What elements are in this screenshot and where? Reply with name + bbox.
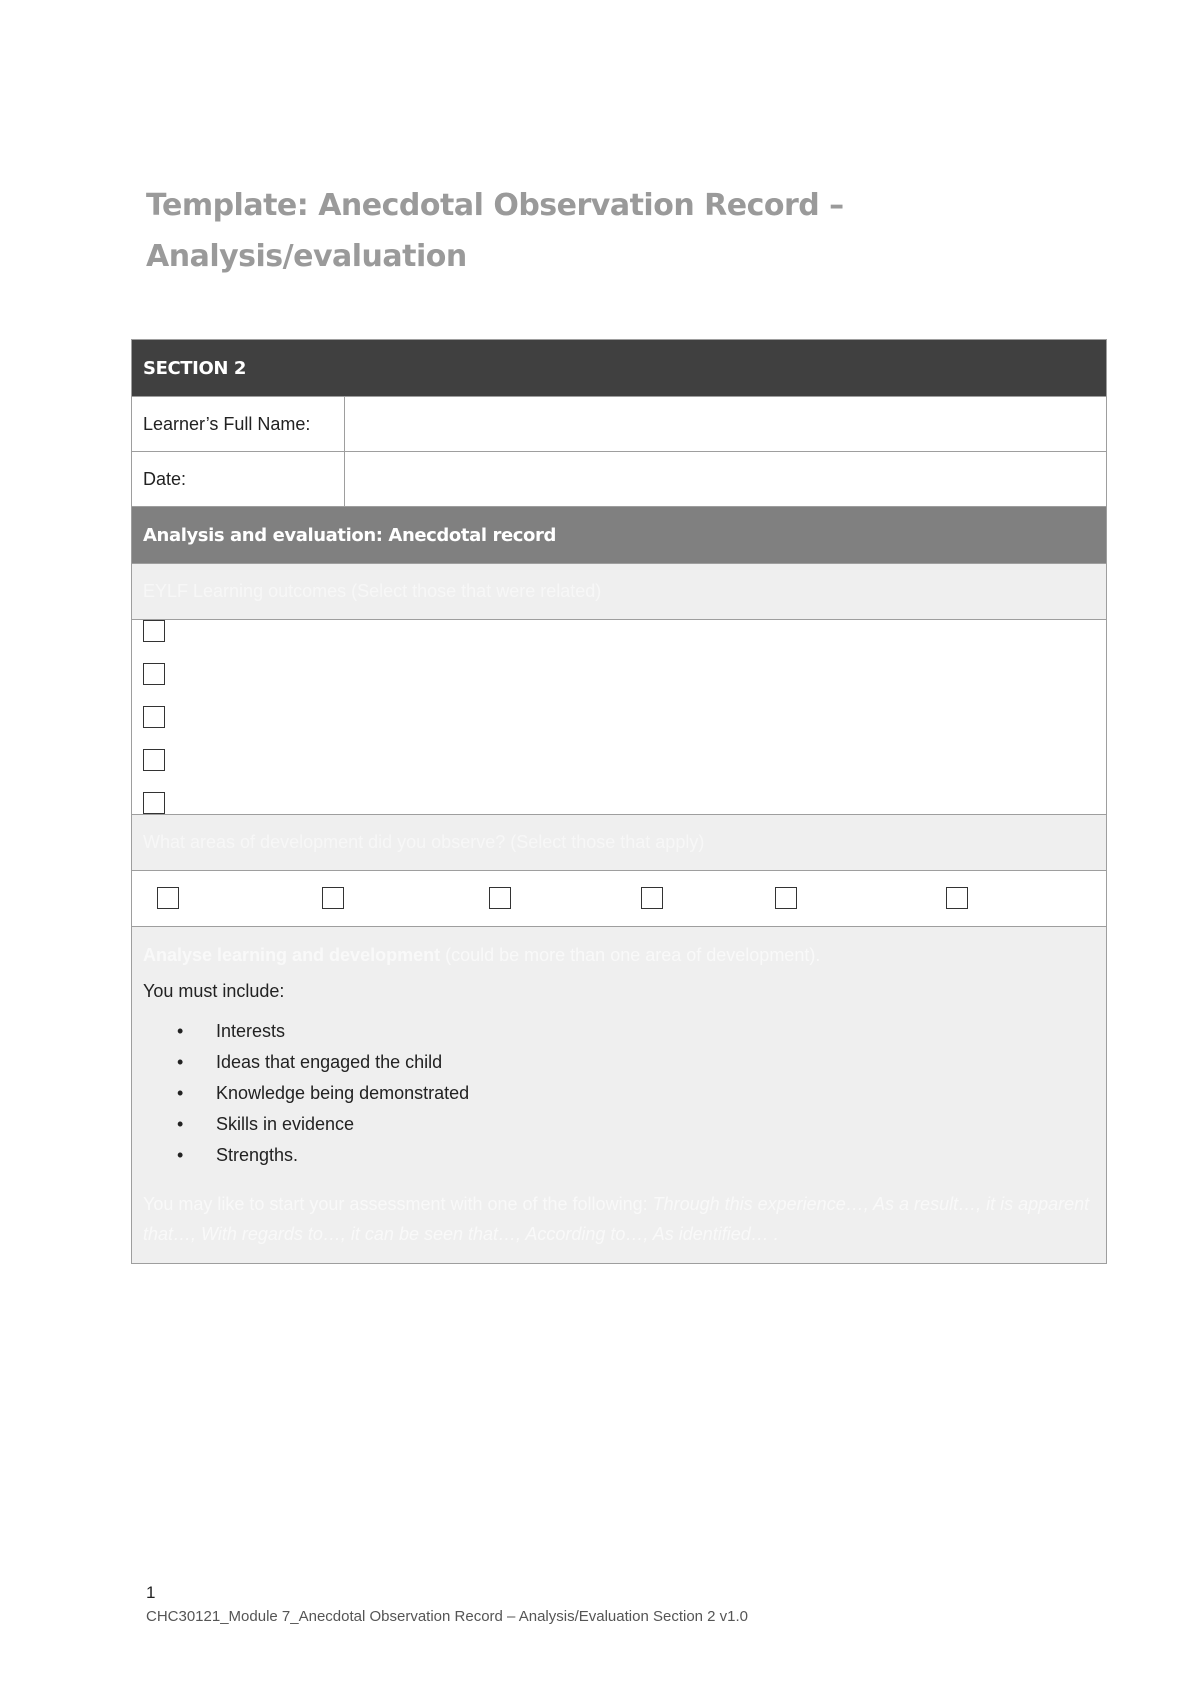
analyse-heading-rest: (could be more than one area of development). — [440, 945, 821, 965]
bullet-icon: • — [177, 1083, 184, 1103]
development-checkbox-2[interactable] — [322, 887, 344, 909]
list-item: • Knowledge being demonstrated — [216, 1078, 1095, 1109]
document-footer: CHC30121_Module 7_Anecdotal Observation Record – Analysis/Evaluation Section 2 v1.0 — [146, 1608, 749, 1625]
analyse-heading-bold: Analyse learning and development — [143, 945, 441, 965]
tip-examples: Through this experience…, As a result…, it is apparent that…, With regards to…, it can be seen that…, According to…, As identified… . — [143, 1194, 1090, 1244]
observation-form-table — [131, 339, 1107, 1264]
list-item: • Ideas that engaged the child — [216, 1047, 1095, 1078]
development-checkbox-3[interactable] — [489, 887, 511, 909]
development-checkbox-list — [132, 871, 1106, 926]
development-checkbox-4[interactable] — [641, 887, 663, 909]
date-field[interactable] — [345, 452, 1107, 507]
outcome-checkbox-5[interactable] — [143, 792, 165, 814]
analyse-cell[interactable] — [132, 927, 1107, 1264]
bullet-icon: • — [177, 1021, 184, 1041]
outcomes-prompt: EYLF Learning outcomes (Select those that were related) — [132, 564, 1107, 620]
must-include-label: You must include: — [143, 981, 285, 1001]
tip-lead: You may like to start your assessment with one of the following: — [143, 1194, 653, 1214]
outcomes-prompt-row — [132, 564, 1107, 620]
development-prompt: What areas of development did you observe? (Select those that apply) — [132, 815, 1107, 871]
list-item: • Skills in evidence — [216, 1109, 1095, 1140]
learner-name-row — [132, 397, 1107, 452]
outcomes-checkbox-row — [132, 620, 1107, 815]
learner-name-field[interactable] — [345, 397, 1107, 452]
bullet-icon: • — [177, 1114, 184, 1134]
development-prompt-row — [132, 815, 1107, 871]
analyse-row — [132, 927, 1107, 1264]
development-checkbox-6[interactable] — [946, 887, 968, 909]
page-number: 1 — [146, 1583, 156, 1602]
document-title: Template: Anecdotal Observation Record – Analysis/evaluation — [146, 188, 844, 274]
assessment-tip — [143, 1189, 1095, 1249]
list-item: • Interests — [216, 1016, 1095, 1047]
analyse-heading — [143, 941, 1095, 969]
development-checkbox-1[interactable] — [157, 887, 179, 909]
section-label: SECTION 2 — [132, 340, 1107, 397]
outcome-checkbox-2[interactable] — [143, 663, 165, 685]
section-header-row — [132, 340, 1107, 397]
outcome-checkbox-4[interactable] — [143, 749, 165, 771]
must-include-list — [143, 1016, 1095, 1171]
development-checkbox-row — [132, 871, 1107, 927]
date-row — [132, 452, 1107, 507]
bullet-icon: • — [177, 1145, 184, 1165]
analysis-subheading: Analysis and evaluation: Anecdotal record — [132, 507, 1107, 564]
subheading-row — [132, 507, 1107, 564]
outcome-checkbox-3[interactable] — [143, 706, 165, 728]
development-checkbox-5[interactable] — [775, 887, 797, 909]
learner-name-label: Learner’s Full Name: — [132, 397, 345, 452]
list-item: • Strengths. — [216, 1140, 1095, 1171]
outcomes-checkbox-list — [132, 620, 1107, 815]
outcome-checkbox-1[interactable] — [143, 620, 165, 642]
bullet-icon: • — [177, 1052, 184, 1072]
date-label: Date: — [132, 452, 345, 507]
